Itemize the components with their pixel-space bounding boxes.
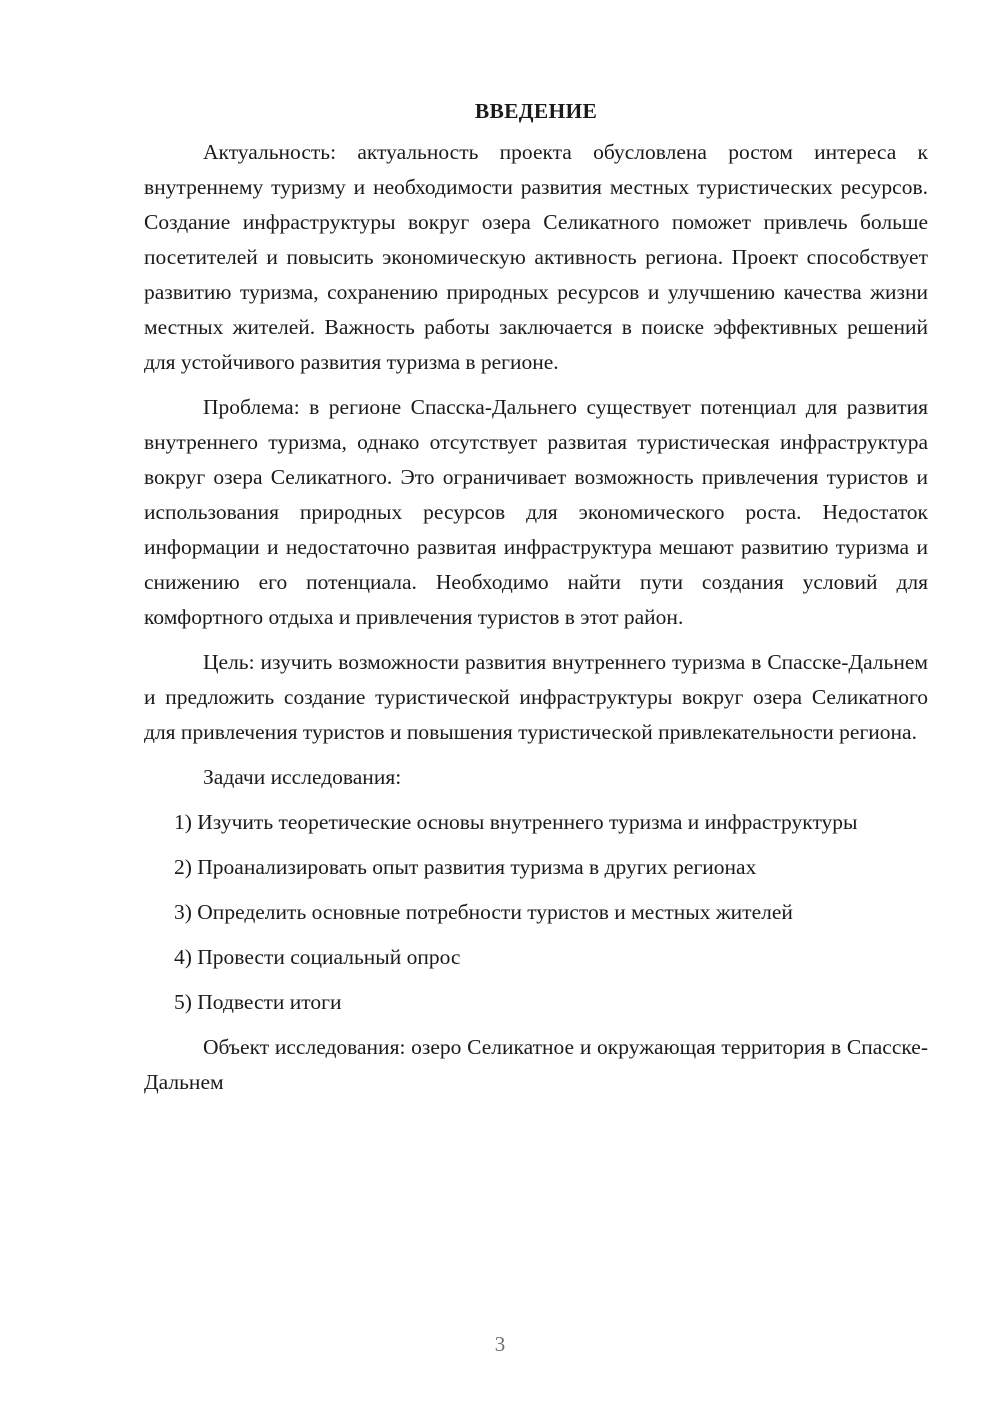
task-item: 2) Проанализировать опыт развития туризма в других регионах [174,855,757,879]
task-item: 5) Подвести итоги [174,990,342,1014]
task-item: 4) Провести социальный опрос [174,945,461,969]
page-content [144,94,928,1110]
tasks-list [144,805,928,1020]
task-item: 1) Изучить теоретические основы внутреннего туризма и инфраструктуры [174,810,858,834]
tasks-title: Задачи исследования: [203,765,402,789]
relevance-paragraph: Актуальность: актуальность проекта обусловлена ростом интереса к внутреннему туризму и необходимости развития местных туристических ресурсов. Создание инфраструктуры вокруг озера Селикатного поможет привлечь больше посетителей и повысить экономическую активность региона. Проект способствует развитию туризма, сохранению природных ресурсов и улучшению качества жизни местных жителей. Важность работы заключается в поиске эффективных решений для устойчивого развития туризма в регионе. [144,140,928,374]
goal-paragraph: Цель: изучить возможности развития внутреннего туризма в Спасске-Дальнем и предложить создание туристической инфраструктуры вокруг озера Селикатного для привлечения туристов и повышения туристической привлекательности региона. [144,650,928,744]
page-number: 3 [494,1332,506,1356]
problem-paragraph: Проблема: в регионе Спасска-Дальнего существует потенциал для развития внутреннего туризма, однако отсутствует развитая туристическая инфраструктура вокруг озера Селикатного. Это ограничивает возможность привлечения туристов и использования природных ресурсов для экономического роста. Недостаток информации и недостаточно развитая инфраструктура мешают развитию туризма и снижению его потенциала. Необходимо найти пути создания условий для комфортного отдыха и привлечения туристов в этот район. [144,395,928,629]
object-paragraph: Объект исследования: озеро Селикатное и окружающая территория в Спасске-Дальнем [144,1035,928,1094]
section-heading: ВВЕДЕНИЕ [474,99,598,123]
task-item: 3) Определить основные потребности туристов и местных жителей [174,900,793,924]
